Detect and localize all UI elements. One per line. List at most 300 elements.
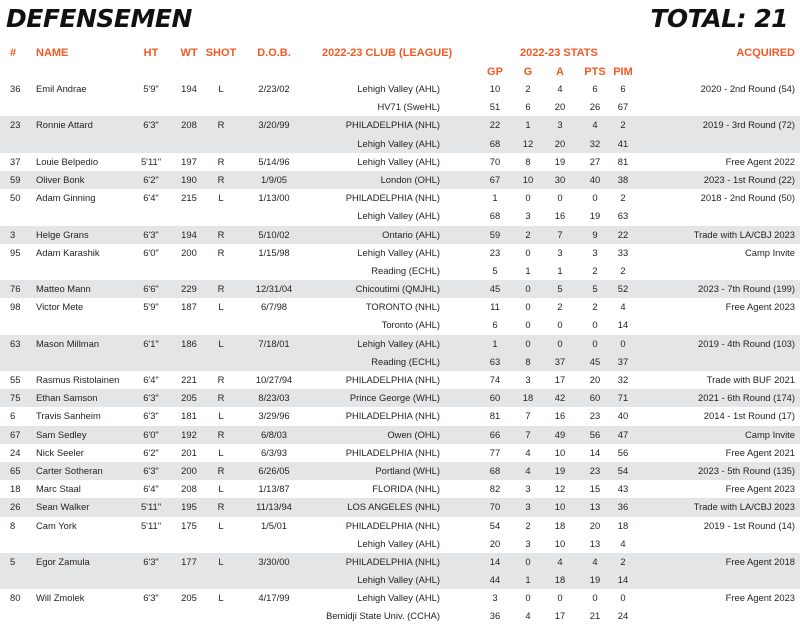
cell-g: 0	[525, 246, 531, 258]
cell-name: Rasmus Ristolainen	[36, 374, 120, 385]
cell-height: 6'2"	[143, 446, 159, 458]
cell-a: 17	[554, 374, 566, 385]
cell-g: 18	[522, 392, 534, 404]
col-header-dob: D.O.B.	[257, 47, 291, 59]
cell-g: 12	[522, 137, 534, 149]
cell-dob: 3/29/96	[258, 410, 290, 422]
table-row	[0, 553, 800, 571]
cell-gp: 23	[489, 246, 501, 258]
cell-number: 23	[10, 119, 21, 131]
cell-dob: 11/13/94	[256, 501, 292, 513]
col-header-shot: SHOT	[205, 47, 237, 59]
cell-g: 1	[525, 574, 531, 586]
cell-name: Sam Sedley	[36, 428, 87, 440]
table-row	[0, 171, 800, 189]
table-row	[0, 589, 800, 607]
cell-pts: 21	[589, 610, 601, 622]
cell-weight: 200	[181, 246, 197, 258]
cell-shot: L	[218, 410, 224, 422]
cell-name: Carter Sotheran	[36, 464, 103, 476]
cell-club: Toronto (AHL)	[381, 319, 440, 331]
cell-dob: 6/7/98	[260, 301, 288, 313]
cell-name: Helge Grans	[36, 228, 89, 240]
cell-weight: 175	[181, 519, 197, 531]
cell-name: Travis Sanheim	[36, 410, 101, 422]
cell-pts: 0	[592, 592, 598, 604]
cell-height: 6'3"	[143, 592, 159, 604]
cell-pim: 41	[617, 137, 629, 149]
cell-a: 5	[557, 283, 563, 295]
cell-club: Lehigh Valley (AHL)	[357, 592, 440, 604]
cell-pim: 81	[617, 155, 629, 167]
cell-number: 63	[10, 337, 21, 349]
cell-pts: 9	[592, 228, 598, 240]
table-row	[0, 517, 800, 535]
cell-dob: 1/15/98	[258, 246, 290, 258]
table-row	[0, 207, 800, 225]
cell-gp: 51	[489, 101, 501, 113]
table-row	[0, 116, 800, 134]
cell-club: PHILADELPHIA (NHL)	[345, 555, 440, 567]
cell-pts: 14	[589, 446, 601, 458]
cell-dob: 6/8/03	[260, 428, 288, 440]
cell-acquired: 2019 - 3rd Round (72)	[702, 119, 795, 131]
cell-g: 3	[525, 501, 531, 513]
cell-dob: 4/17/99	[258, 592, 290, 604]
cell-club: Lehigh Valley (AHL)	[357, 155, 440, 167]
cell-pim: 71	[617, 392, 629, 404]
cell-acquired: Free Agent 2022	[725, 155, 795, 167]
cell-a: 0	[557, 192, 563, 204]
cell-weight: 229	[181, 283, 197, 295]
cell-gp: 68	[489, 210, 501, 222]
cell-shot: R	[217, 392, 225, 404]
cell-gp: 70	[489, 155, 501, 167]
cell-acquired: Free Agent 2021	[725, 446, 795, 458]
cell-g: 6	[525, 101, 531, 113]
col-header-acquired: ACQUIRED	[736, 47, 795, 59]
cell-dob: 3/30/00	[258, 555, 290, 567]
cell-pts: 0	[592, 337, 598, 349]
cell-a: 0	[557, 319, 563, 331]
cell-a: 0	[557, 337, 563, 349]
cell-acquired: Free Agent 2023	[725, 301, 795, 313]
col-header-name: NAME	[36, 47, 69, 59]
cell-weight: 215	[181, 192, 197, 204]
cell-shot: L	[218, 555, 224, 567]
cell-number: 37	[10, 155, 21, 167]
cell-name: Louie Belpedio	[36, 155, 99, 167]
cell-a: 19	[554, 155, 566, 167]
cell-a: 18	[554, 574, 566, 586]
cell-number: 3	[10, 228, 16, 240]
cell-weight: 186	[181, 337, 197, 349]
table-row	[0, 226, 800, 244]
cell-g: 4	[525, 446, 531, 458]
cell-pts: 20	[589, 519, 601, 531]
cell-acquired: Free Agent 2023	[725, 483, 795, 495]
cell-club: LOS ANGELES (NHL)	[347, 501, 440, 513]
cell-height: 6'2"	[143, 173, 159, 185]
cell-acquired: 2023 - 7th Round (199)	[698, 283, 795, 295]
cell-a: 7	[557, 228, 563, 240]
cell-number: 18	[10, 483, 21, 495]
cell-club: Lehigh Valley (AHL)	[357, 137, 440, 149]
cell-shot: R	[217, 501, 225, 513]
cell-height: 6'6"	[143, 283, 159, 295]
cell-a: 20	[554, 101, 566, 113]
col-header-stats: 2022-23 STATS	[520, 47, 598, 59]
cell-club: HV71 (SweHL)	[377, 101, 440, 113]
table-row	[0, 571, 800, 589]
cell-pts: 60	[589, 392, 601, 404]
table-row	[0, 335, 800, 353]
cell-shot: L	[218, 483, 224, 495]
cell-number: 65	[10, 464, 21, 476]
cell-height: 6'3"	[143, 119, 159, 131]
cell-name: Ethan Samson	[36, 392, 98, 404]
cell-gp: 66	[489, 428, 501, 440]
cell-pts: 13	[589, 501, 601, 513]
cell-name: Will Zmolek	[36, 592, 85, 604]
cell-a: 3	[557, 246, 563, 258]
cell-pts: 23	[589, 464, 601, 476]
cell-pim: 2	[620, 264, 626, 276]
cell-name: Victor Mete	[36, 301, 84, 313]
cell-weight: 208	[181, 483, 197, 495]
cell-gp: 67	[489, 173, 501, 185]
cell-shot: L	[218, 446, 224, 458]
cell-pts: 19	[589, 210, 601, 222]
cell-gp: 3	[492, 592, 498, 604]
cell-dob: 7/18/01	[258, 337, 290, 349]
cell-shot: R	[217, 228, 225, 240]
cell-pim: 33	[617, 246, 629, 258]
cell-a: 0	[557, 592, 563, 604]
col-header-club: 2022-23 CLUB (LEAGUE)	[322, 47, 453, 59]
cell-pts: 15	[589, 483, 601, 495]
cell-acquired: Camp Invite	[744, 246, 795, 258]
cell-pim: 67	[617, 101, 629, 113]
cell-club: Lehigh Valley (AHL)	[357, 537, 440, 549]
table-row	[0, 262, 800, 280]
cell-a: 30	[554, 173, 566, 185]
cell-pim: 0	[620, 337, 626, 349]
cell-pts: 4	[592, 119, 598, 131]
cell-number: 80	[10, 592, 21, 604]
cell-g: 1	[525, 119, 531, 131]
cell-dob: 1/13/87	[258, 483, 290, 495]
cell-club: Lehigh Valley (AHL)	[357, 246, 440, 258]
cell-acquired: Free Agent 2018	[725, 555, 795, 567]
table-row	[0, 353, 800, 371]
cell-g: 1	[525, 264, 531, 276]
cell-pim: 0	[620, 592, 626, 604]
cell-dob: 6/26/05	[258, 464, 290, 476]
cell-height: 6'3"	[143, 555, 159, 567]
cell-club: Prince George (WHL)	[349, 392, 440, 404]
cell-gp: 14	[489, 555, 501, 567]
cell-club: Reading (ECHL)	[371, 355, 440, 367]
cell-gp: 77	[489, 446, 501, 458]
cell-number: 98	[10, 301, 21, 313]
table-row	[0, 407, 800, 425]
cell-dob: 6/3/93	[260, 446, 288, 458]
cell-g: 7	[525, 410, 531, 422]
cell-pim: 38	[617, 173, 629, 185]
col-header-pts: PTS	[584, 66, 606, 78]
cell-gp: 11	[490, 301, 500, 313]
cell-pim: 18	[617, 519, 629, 531]
col-header-number: #	[10, 47, 17, 59]
cell-shot: R	[217, 119, 225, 131]
cell-name: Marc Staal	[36, 483, 81, 495]
cell-shot: L	[218, 83, 224, 94]
cell-club: PHILADELPHIA (NHL)	[345, 119, 440, 131]
table-row	[0, 426, 800, 444]
cell-pts: 5	[592, 283, 598, 295]
cell-number: 6	[10, 410, 16, 422]
cell-number: 95	[10, 246, 21, 258]
cell-dob: 5/10/02	[258, 228, 290, 240]
total-count: TOTAL: 21	[650, 4, 788, 33]
cell-dob: 5/14/96	[258, 155, 290, 167]
cell-acquired: Trade with LA/CBJ 2023	[693, 228, 795, 240]
cell-weight: 190	[181, 173, 197, 185]
table-row	[0, 462, 800, 480]
cell-height: 6'4"	[143, 374, 159, 385]
cell-g: 0	[525, 592, 531, 604]
cell-number: 50	[10, 192, 21, 204]
cell-height: 6'4"	[143, 483, 159, 495]
cell-a: 1	[557, 264, 563, 276]
cell-pim: 24	[617, 610, 629, 622]
cell-g: 4	[525, 464, 531, 476]
cell-a: 49	[554, 428, 566, 440]
cell-pts: 45	[589, 355, 601, 367]
cell-pts: 27	[589, 155, 601, 167]
cell-a: 10	[554, 537, 566, 549]
table-row	[0, 316, 800, 334]
cell-a: 10	[554, 501, 566, 513]
cell-weight: 200	[181, 464, 197, 476]
cell-club: PHILADELPHIA (NHL)	[345, 446, 440, 458]
cell-g: 0	[525, 283, 531, 295]
cell-g: 7	[525, 428, 531, 440]
table-row	[0, 535, 800, 553]
cell-shot: R	[217, 428, 225, 440]
cell-g: 0	[525, 192, 531, 204]
cell-name: Oliver Bonk	[36, 173, 85, 185]
cell-number: 5	[10, 555, 16, 567]
cell-height: 6'1"	[143, 337, 159, 349]
cell-name: Emil Andrae	[36, 83, 87, 94]
cell-pts: 2	[592, 264, 598, 276]
table-row	[0, 153, 800, 171]
cell-height: 6'0"	[143, 246, 159, 258]
cell-pts: 0	[592, 319, 598, 331]
cell-height: 6'3"	[143, 228, 159, 240]
cell-gp: 1	[492, 192, 498, 204]
cell-club: PHILADELPHIA (NHL)	[345, 519, 440, 531]
cell-weight: 194	[181, 228, 197, 240]
roster-table	[0, 80, 800, 626]
cell-pts: 26	[589, 101, 601, 113]
cell-g: 2	[525, 228, 531, 240]
cell-club: Lehigh Valley (AHL)	[357, 210, 440, 222]
cell-pim: 54	[617, 464, 629, 476]
cell-pts: 3	[592, 246, 598, 258]
cell-shot: R	[217, 464, 225, 476]
cell-weight: 221	[181, 374, 197, 385]
cell-acquired: Camp Invite	[744, 428, 795, 440]
cell-pts: 23	[589, 410, 601, 422]
cell-shot: R	[217, 246, 225, 258]
cell-name: Nick Seeler	[36, 446, 84, 458]
cell-acquired: Trade with BUF 2021	[706, 374, 795, 385]
cell-height: 6'3"	[143, 392, 159, 404]
cell-number: 36	[10, 83, 21, 94]
cell-club: Lehigh Valley (AHL)	[357, 83, 440, 94]
cell-gp: 54	[489, 519, 501, 531]
cell-name: Adam Karashik	[36, 246, 100, 258]
cell-shot: R	[217, 374, 225, 385]
cell-a: 12	[554, 483, 566, 495]
cell-shot: R	[217, 283, 225, 295]
table-row	[0, 607, 800, 625]
cell-a: 4	[557, 555, 563, 567]
cell-acquired: 2018 - 2nd Round (50)	[700, 192, 795, 204]
col-header-gp: GP	[487, 66, 503, 78]
cell-club: TORONTO (NHL)	[365, 301, 440, 313]
cell-g: 3	[525, 537, 531, 549]
cell-a: 3	[557, 119, 563, 131]
cell-g: 8	[525, 155, 531, 167]
cell-pim: 47	[617, 428, 629, 440]
cell-number: 67	[10, 428, 21, 440]
cell-pts: 4	[592, 555, 598, 567]
cell-g: 0	[525, 319, 531, 331]
table-row	[0, 371, 800, 389]
cell-gp: 44	[489, 574, 501, 586]
cell-height: 6'4"	[143, 192, 159, 204]
cell-gp: 60	[489, 392, 501, 404]
cell-pim: 14	[617, 319, 629, 331]
cell-g: 0	[525, 555, 531, 567]
cell-name: Sean Walker	[36, 501, 90, 513]
cell-shot: R	[217, 155, 225, 167]
cell-pim: 14	[617, 574, 629, 586]
cell-gp: 1	[492, 337, 498, 349]
cell-height: 5'11"	[140, 155, 162, 167]
cell-weight: 205	[181, 392, 197, 404]
table-row	[0, 298, 800, 316]
cell-gp: 68	[489, 464, 501, 476]
cell-pts: 32	[589, 137, 601, 149]
cell-name: Adam Ginning	[36, 192, 96, 204]
cell-weight: 187	[181, 301, 197, 313]
col-header-a: A	[556, 66, 564, 78]
cell-weight: 205	[181, 592, 197, 604]
cell-number: 76	[10, 283, 21, 295]
cell-pts: 0	[592, 192, 598, 204]
cell-height: 5'11"	[140, 501, 162, 513]
table-row	[0, 389, 800, 407]
cell-a: 4	[557, 83, 563, 94]
cell-name: Matteo Mann	[36, 283, 91, 295]
cell-number: 59	[10, 173, 21, 185]
cell-club: Lehigh Valley (AHL)	[357, 337, 440, 349]
col-header-pim: PIM	[613, 66, 633, 78]
cell-pim: 2	[620, 119, 626, 131]
cell-gp: 81	[489, 410, 501, 422]
cell-acquired: 2023 - 5th Round (135)	[698, 464, 795, 476]
cell-club: PHILADELPHIA (NHL)	[345, 374, 440, 385]
cell-height: 6'0"	[143, 428, 159, 440]
table-row	[0, 444, 800, 462]
cell-g: 0	[525, 337, 531, 349]
cell-pim: 43	[617, 483, 629, 495]
cell-pts: 20	[589, 374, 601, 385]
cell-g: 10	[522, 173, 534, 185]
table-row	[0, 189, 800, 207]
cell-pts: 56	[589, 428, 601, 440]
cell-g: 8	[525, 355, 531, 367]
cell-pim: 63	[617, 210, 629, 222]
cell-weight: 177	[181, 555, 197, 567]
cell-pim: 2	[620, 192, 626, 204]
cell-height: 5'9"	[143, 301, 159, 313]
cell-dob: 12/31/04	[255, 283, 293, 295]
cell-a: 16	[554, 410, 566, 422]
cell-acquired: 2021 - 6th Round (174)	[698, 392, 795, 404]
cell-gp: 5	[492, 264, 498, 276]
cell-club: Owen (OHL)	[387, 428, 440, 440]
cell-g: 3	[525, 374, 531, 385]
cell-shot: L	[218, 519, 224, 531]
cell-number: 55	[10, 374, 21, 385]
cell-g: 2	[525, 83, 531, 94]
cell-name: Ronnie Attard	[36, 119, 93, 131]
cell-weight: 195	[181, 501, 197, 513]
cell-club: Reading (ECHL)	[371, 264, 440, 276]
table-row	[0, 244, 800, 262]
col-header-weight: WT	[180, 47, 198, 59]
cell-a: 20	[554, 137, 566, 149]
cell-gp: 20	[489, 537, 501, 549]
cell-gp: 6	[492, 319, 498, 331]
cell-acquired: Trade with LA/CBJ 2023	[693, 501, 795, 513]
cell-height: 6'3"	[143, 410, 159, 422]
cell-club: PHILADELPHIA (NHL)	[345, 192, 440, 204]
cell-club: London (OHL)	[380, 173, 440, 185]
cell-a: 16	[554, 210, 566, 222]
cell-pim: 56	[617, 446, 629, 458]
cell-gp: 63	[489, 355, 501, 367]
cell-pim: 22	[617, 228, 629, 240]
cell-pim: 40	[617, 410, 629, 422]
cell-acquired: 2019 - 4th Round (103)	[698, 337, 795, 349]
cell-acquired: 2020 - 2nd Round (54)	[700, 83, 795, 94]
cell-a: 10	[554, 446, 566, 458]
cell-gp: 10	[489, 83, 501, 94]
cell-acquired: 2023 - 1st Round (22)	[703, 173, 795, 185]
table-row	[0, 80, 800, 98]
cell-club: Bemidji State Univ. (CCHA)	[326, 610, 440, 622]
cell-g: 4	[525, 610, 531, 622]
cell-pts: 2	[592, 301, 598, 313]
col-header-height: HT	[143, 47, 159, 59]
